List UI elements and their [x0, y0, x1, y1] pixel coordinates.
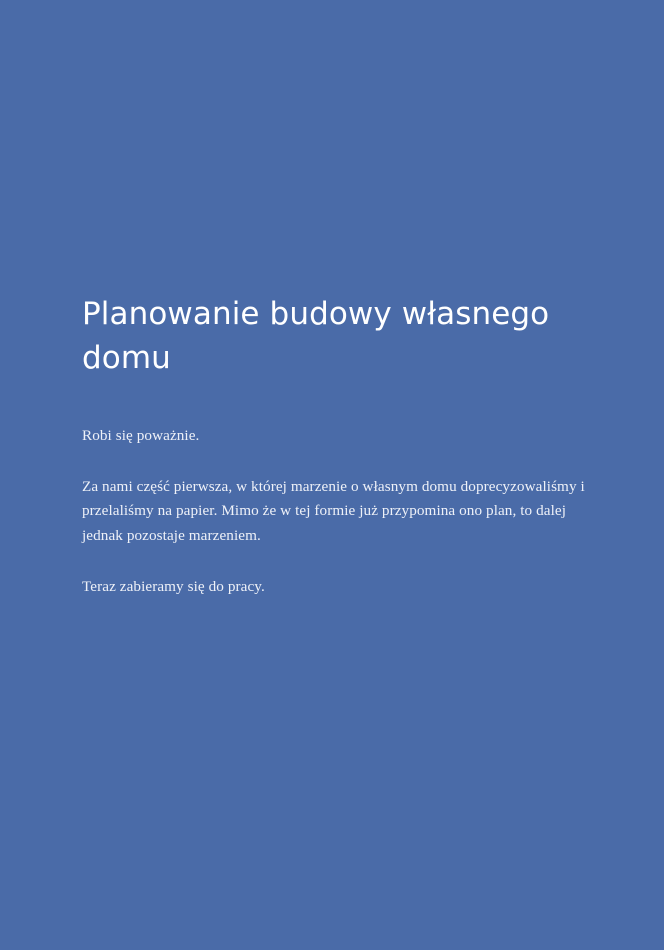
- paragraph-intro: Robi się poważnie.: [82, 427, 200, 445]
- paragraph-summary: Za nami część pierwsza, w której marzenie o własnym domu doprecyzowaliśmy i przelaliśmy na papier. Mimo że w tej formie już przypomina ono plan, to dalej jednak pozostaje marzeniem.: [82, 477, 585, 544]
- page-title: Planowanie budowy własnego domu: [82, 296, 550, 377]
- paragraph-closing: Teraz zabieramy się do pracy.: [82, 577, 265, 595]
- chapter-content: [82, 292, 594, 599]
